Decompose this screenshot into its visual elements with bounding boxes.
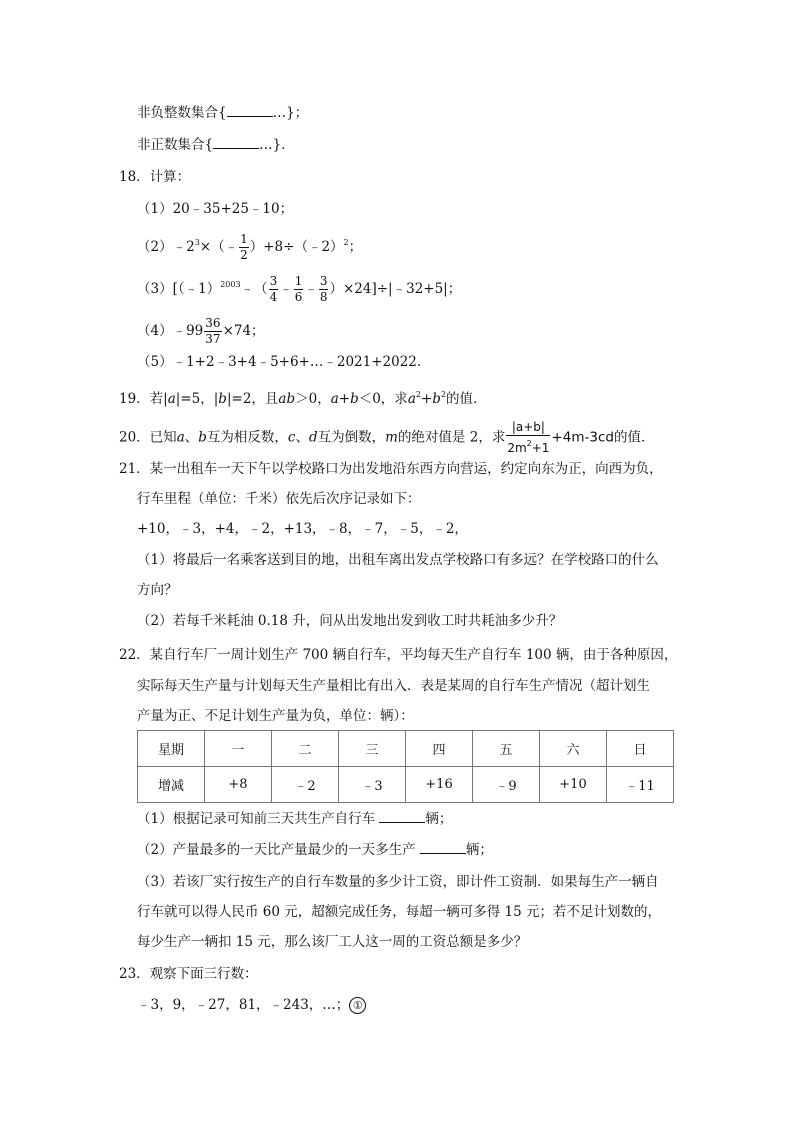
table-cell: 四 bbox=[406, 731, 473, 767]
q23-sequence: ﹣3，9，﹣27，81，﹣243，…； ① bbox=[137, 996, 366, 1014]
q21-line3: +10，﹣3，+4，﹣2，+13，﹣8，﹣7，﹣5，﹣2， bbox=[137, 521, 468, 537]
table-cell: 三 bbox=[339, 731, 406, 767]
q21-line2: 行车里程（单位：千米）依先后次序记录如下： bbox=[137, 491, 421, 507]
table-cell: 二 bbox=[272, 731, 339, 767]
fraction: $\frac{|a+b|}{2m^2+1}$ bbox=[507, 420, 550, 455]
table-cell: +8 bbox=[205, 767, 272, 803]
q21-part1-cont: 方向？ bbox=[137, 582, 178, 598]
q22-part1: （1）根据记录可知前三天共生产自行车 辆； bbox=[137, 811, 453, 827]
fraction: $\frac{3}{4}$ bbox=[269, 274, 278, 304]
answer-blank[interactable] bbox=[379, 810, 425, 823]
answer-blank[interactable] bbox=[227, 104, 273, 117]
q18-part5: （5）﹣1+2﹣3+4﹣5+6+…﹣2021+2022． bbox=[137, 354, 431, 370]
table-cell: ﹣9 bbox=[473, 767, 540, 803]
q19: 19．若|a|=5，|b|=2，且ab＞0，a+b＜0，求$a^2+b^2$的值． bbox=[119, 390, 487, 407]
table-cell: +10 bbox=[540, 767, 607, 803]
table-header-row bbox=[138, 731, 674, 767]
q21-part1: （1）将最后一名乘客送到目的地，出租车离出发点学校路口有多远？在学校路口的什么 bbox=[137, 552, 659, 568]
production-table bbox=[137, 730, 674, 803]
q18-part3: （3）[（﹣1）$^{2003}$﹣（ $\frac{3}{4}$ ﹣ $\frac{1}{6}$ ﹣ $\frac{3}{8}$ ）×24]÷|﹣32+5|； bbox=[137, 274, 462, 304]
table-cell: 星期 bbox=[138, 731, 205, 767]
table-cell: 一 bbox=[205, 731, 272, 767]
q22-part3-cont: 行车就可以得人民币 60 元，超额完成任务，每超一辆可多得 15 元；若不足计划数的， bbox=[137, 904, 662, 920]
q18-part2: $(2)﹣2^3\times(﹣$ $\frac{1}{2}$ ）+8÷（﹣2）$^2$； bbox=[137, 232, 363, 262]
table-cell: 六 bbox=[540, 731, 607, 767]
fraction: $\frac{1}{6}$ bbox=[294, 274, 303, 304]
fraction: $\frac{3}{8}$ bbox=[319, 274, 328, 304]
table-cell: 五 bbox=[473, 731, 540, 767]
q22-line3: 产量为正、不足计划生产量为负，单位：辆）： bbox=[137, 708, 414, 724]
table-cell: +16 bbox=[406, 767, 473, 803]
circled-number-one: ① bbox=[349, 997, 366, 1014]
fraction: $\frac{1}{2}$ bbox=[240, 232, 248, 262]
q22-part2: （2）产量最多的一天比产量最少的一天多生产 辆； bbox=[137, 842, 493, 858]
q20: 20．已知a、b互为相反数，c、d互为倒数，m的绝对值是 2，求 $\frac{|a+b|}{2m^2+1}$ +4m-3cd的值． bbox=[119, 420, 655, 455]
q18-heading: 18．计算： bbox=[119, 169, 191, 185]
answer-blank[interactable] bbox=[420, 841, 466, 854]
table-cell: ﹣3 bbox=[339, 767, 406, 803]
nonpositive-set: 非正数集合{ …}． bbox=[137, 137, 295, 153]
table-row bbox=[138, 767, 674, 803]
table-cell: 增减 bbox=[138, 767, 205, 803]
table-cell: 日 bbox=[607, 731, 674, 767]
q22-part3: （3）若该厂实行按生产的自行车数量的多少计工资，即计件工资制．如果每生产一辆自 bbox=[137, 874, 659, 890]
answer-blank[interactable] bbox=[213, 136, 259, 149]
table-cell: ﹣11 bbox=[607, 767, 674, 803]
q23-heading: 23．观察下面三行数： bbox=[119, 966, 258, 982]
table-cell: ﹣2 bbox=[272, 767, 339, 803]
q21-part2: （2）若每千米耗油 0.18 升，问从出发地出发到收工时共耗油多少升？ bbox=[137, 613, 563, 629]
q18-part4: （4）﹣99 $\frac{36}{37}$ ×74； bbox=[137, 316, 265, 346]
q18-part1: （1）20﹣35+25﹣10； bbox=[137, 201, 294, 217]
q22-part3-cont2: 每少生产一辆扣 15 元，那么该厂工人这一周的工资总额是多少？ bbox=[137, 934, 528, 950]
fraction: $\frac{36}{37}$ bbox=[205, 316, 221, 346]
q22-line1: 22．某自行车厂一周计划生产 700 辆自行车，平均每天生产自行车 100 辆，由于各种原因， bbox=[119, 647, 678, 663]
q22-line2: 实际每天生产量与计划每天生产量相比有出入．表是某周的自行车生产情况（超计划生 bbox=[137, 678, 650, 694]
q21-line1: 21．某一出租车一天下午以学校路口为出发地沿东西方向营运，约定向东为正，向西为负， bbox=[119, 461, 663, 477]
nonneg-integer-set: 非负整数集合{ …}； bbox=[137, 105, 309, 121]
